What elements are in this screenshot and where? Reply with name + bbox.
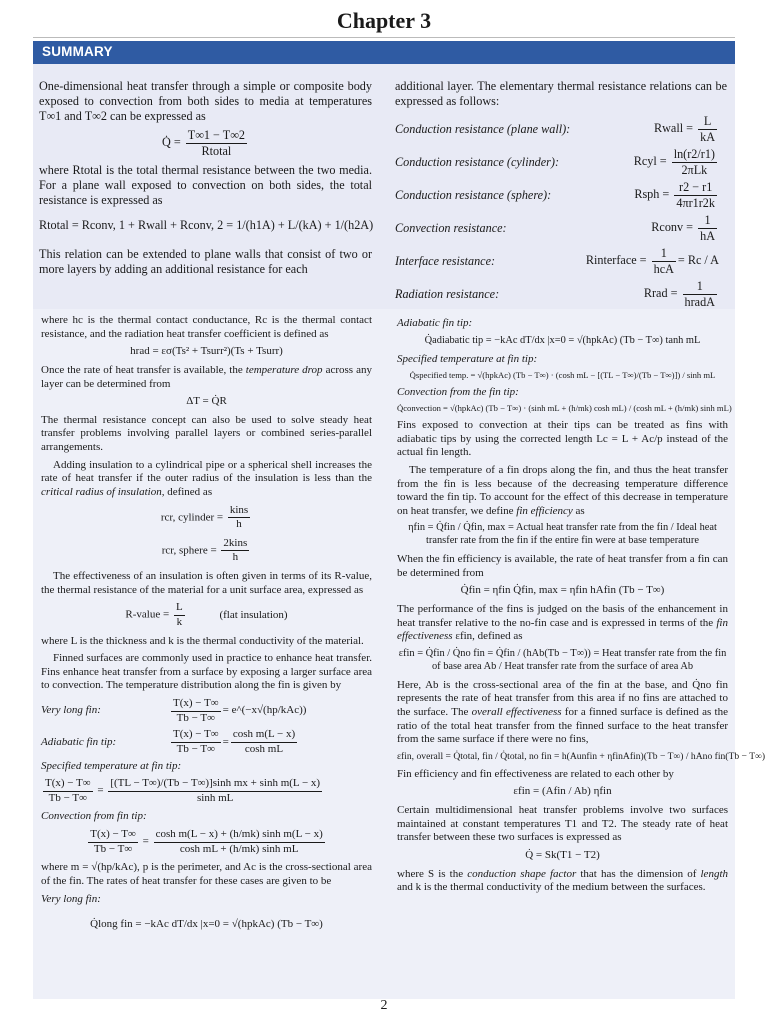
subheading: Convection from fin tip: <box>41 810 147 823</box>
equation-critical-radius-sphere: rcr, sphere = $\frac{\text{2kins}}{h}$ <box>161 536 248 564</box>
paragraph: This relation can be extended to plane walls that consist of two or more layers by adding an additional resistance for each <box>39 246 372 276</box>
top-right-column <box>395 79 727 311</box>
resistance-row <box>395 212 727 245</box>
paragraph: additional layer. The elementary thermal resistance relations can be expressed as follows: <box>395 79 727 108</box>
subheading: Specified temperature at fin tip: <box>41 759 182 772</box>
equation-r-value: R-value = $\frac{L}{k}$ (flat insulation) <box>125 601 288 628</box>
paragraph: where Rtotal is the total thermal resistance between the two media. For a plane wall exposed to convection on both sides, the total resistance is expressed as <box>39 163 372 208</box>
paragraph: The effectiveness of an insulation is often given in terms of its R-value, the thermal resistance of the material for a unit surface area, expressed as <box>41 570 372 596</box>
paragraph: where L is the thickness and k is the thermal conductivity of the material. <box>41 634 364 647</box>
equation-hrad: hrad = εσ(Ts² + Tsurr²)(Ts + Tsurr) <box>130 345 283 358</box>
equation-total-resistance: Rtotal = Rconv, 1 + Rwall + Rconv, 2 = 1/(h1A) + L/(kA) + 1/(h2A) <box>39 218 374 232</box>
paragraph: The performance of the fins is judged on the basis of the enhancement in heat transfer relative to the no-fin case and is expressed in terms of the fin effectiveness εfin, defined as <box>397 603 728 643</box>
paragraph: where m = √(hp/kAc), p is the perimeter, and Ac is the cross-sectional area of the fin. The rates of heat transfer for these cases are given to be <box>41 861 372 887</box>
resistance-formula: Rinterface = $\frac{1}{\text{hcA}}$ = Rc / A <box>585 245 719 276</box>
resistance-formula: Rsph = $\frac{r2 - r1}{4\pi r1r2k}$ <box>634 179 715 210</box>
summary-heading: SUMMARY <box>42 44 113 59</box>
resistance-label: Conduction resistance (plane wall): <box>395 121 571 136</box>
paragraph: The temperature of a fin drops along the fin, and thus the heat transfer from the fin is less because of the decreasing temperature difference toward the fin tip. To account for the effect of this decrease in temperature on heat transfer, we define fin efficiency as <box>397 463 728 517</box>
paragraph: One-dimensional heat transfer through a simple or composite body exposed to convection from both sides to media at temperatures T∞1 and T∞2 can be expressed as <box>39 79 372 123</box>
equation-adiabatic-tip-rate: Q̇adiabatic tip = −kAc dT/dx |x=0 = √(hpkAc) (Tb − T∞) tanh mL <box>424 334 701 346</box>
resistance-formula: Rwall = $\frac{L}{kA}$ <box>654 113 715 144</box>
fin-temperature-list <box>41 697 372 757</box>
fin-temperature-row: Adiabatic fin tip: $\frac{T(x) - T\infty}{Tb - T\infty}$ = $\frac{\text{cosh m(L − x)}}{\text{cosh mL}}$ <box>41 728 296 755</box>
fin-case-label: Very long fin: <box>41 704 101 717</box>
equation-convection-tip-rate: Q̇convection = √(hpkAc) (Tb − T∞) · (sinh mL + (h/mk) cosh mL) / (cosh mL + (h/mk) sinh mL) <box>397 403 732 414</box>
equation-temperature-drop: ΔT = Q̇R <box>186 395 227 408</box>
paragraph: Once the rate of heat transfer is available, the temperature drop across any layer can be determined from <box>41 363 373 390</box>
equation-fin-efficiency: ηfin = Q̇fin / Q̇fin, max = Actual heat transfer rate from the fin / Ideal heat transfer rate from the fin if the entire fin were at base temperature <box>408 522 717 547</box>
equation-specified-temp-rate: Q̇specified temp. = √(hpkAc) (Tb − T∞) · (cosh mL − [(TL − T∞)/(Tb − T∞)]) / sinh mL <box>409 370 716 381</box>
equation-critical-radius-cylinder: rcr, cylinder = $\frac{\text{kins}}{h}$ <box>160 503 249 531</box>
subheading: Adiabatic fin tip: <box>397 317 473 329</box>
summary-bar <box>33 41 735 64</box>
resistance-row <box>395 245 727 278</box>
resistance-label: Conduction resistance (cylinder): <box>395 154 560 169</box>
paragraph: where hc is the thermal contact conductance, Rc is the thermal contact resistance, and the radiation heat transfer coefficient is defined as <box>41 314 372 340</box>
paragraph: Finned surfaces are commonly used in practice to enhance heat transfer. Fins enhance heat transfer from a surface by exposing a larger surface area to convection. The temperature distribution along the fin is given by <box>41 652 372 692</box>
paragraph: The thermal resistance concept can also be used to solve steady heat transfer problems involving parallel layers or combined series-parallel arrangements. <box>41 413 372 453</box>
bottom-right-column <box>397 314 766 899</box>
bottom-left-column <box>41 314 372 937</box>
subheading: Very long fin: <box>41 892 101 905</box>
fin-temperature-row: Very long fin: $\frac{T(x) - T\infty}{Tb - T\infty}$ = e^(−x√(hp/kAc)) <box>41 697 307 724</box>
resistance-label: Conduction resistance (sphere): <box>395 187 552 202</box>
equation-efficiency-effectiveness-relation: εfin = (Afin / Ab) ηfin <box>513 785 612 798</box>
equation-overall-effectiveness: εfin, overall = Q̇total, fin / Q̇total, no fin = h(Aunfin + ηfinAfin)(Tb − T∞) / hAno fin(Tb − T∞) <box>397 750 766 762</box>
paragraph: Adding insulation to a cylindrical pipe or a spherical shell increases the rate of heat transfer if the outer radius of the insulation is less than the critical radius of insulation, defined as <box>41 458 372 498</box>
paragraph: Fins exposed to convection at their tips can be treated as fins with adiabatic tips by using the corrected length Lc = L + Ac/p instead of the actual fin length. <box>397 419 728 459</box>
paragraph: Certain multidimensional heat transfer problems involve two surfaces maintained at constant temperatures T1 and T2. The steady rate of heat transfer between these two surfaces is expressed as <box>397 804 728 844</box>
header-rule <box>33 37 735 38</box>
resistance-label: Radiation resistance: <box>395 286 500 301</box>
chapter-title: Chapter 3 <box>336 8 432 33</box>
resistance-formula: Rconv = $\frac{1}{hA}$ <box>651 212 715 243</box>
equation-fin-rate: Q̇fin = ηfin Q̇fin, max = ηfin hAfin (Tb − T∞) <box>460 584 665 597</box>
equation-specified-temp-distribution: $\frac{T(x) - T\infty}{Tb - T\infty}$ = $\frac{\text{[(TL − T∞)/(Tb − T∞)]sinh mx + sinh m(L − x)}}{\text{sinh mL}}$ <box>45 777 321 804</box>
fin-case-label: Adiabatic fin tip: <box>41 735 117 748</box>
top-left-column <box>39 79 372 281</box>
resistance-label: Interface resistance: <box>395 253 496 268</box>
resistance-formula: Rrad = $\frac{1}{\text{hradA}}$ <box>643 278 715 309</box>
paragraph: where S is the conduction shape factor that has the dimension of length and k is the thermal conductivity of the medium between the surfaces. <box>397 867 728 894</box>
paragraph: Fin efficiency and fin effectiveness are related to each other by <box>397 767 674 780</box>
equation-shape-factor: Q̇ = Sk(T1 − T2) <box>525 848 600 861</box>
equation-fin-effectiveness: εfin = Q̇fin / Q̇no fin = Q̇fin / (hAb(Tb − T∞)) = Heat transfer rate from the fin of base area Ab / Heat transfer rate from the surface of area Ab <box>398 647 727 672</box>
subheading: Specified temperature at fin tip: <box>397 352 538 365</box>
resistance-row <box>395 278 727 311</box>
page-number: 2 <box>380 998 388 1013</box>
equation-heat-rate: Q̇ = $\frac{T\infty 1 - T\infty 2}{\text{Rtotal}}$ <box>162 127 245 158</box>
resistance-row <box>395 113 727 146</box>
paragraph: When the fin efficiency is available, the rate of heat transfer from a fin can be determined from <box>397 553 728 579</box>
paragraph: Here, Ab is the cross-sectional area of the fin at the base, and Q̇no fin represents the rate of heat transfer from this area if no fins are attached to the surface. The overall effectiveness for a finned surface is defined as the ratio of the total heat transfer from the finned surface to the heat transfer from the same surface if there were no fins, <box>397 678 728 746</box>
resistance-formula: Rcyl = $\frac{\ln(r2/r1)}{\text{2πLk}}$ <box>633 146 715 177</box>
subheading: Convection from the fin tip: <box>397 385 519 398</box>
equation-long-fin-rate: Q̇long fin = −kAc dT/dx |x=0 = √(hpkAc) (Tb − T∞) <box>90 918 323 931</box>
equation-convection-tip-distribution: $\frac{T(x) - T\infty}{Tb - T\infty}$ = $\frac{\text{cosh m(L − x) + (h/mk) sinh m(L − x)}}{\text{cosh mL + (h/mk) sinh mL}}$ <box>90 828 323 855</box>
resistance-label: Convection resistance: <box>395 220 507 235</box>
resistance-row <box>395 146 727 179</box>
resistance-list <box>395 113 727 311</box>
resistance-row <box>395 179 727 212</box>
